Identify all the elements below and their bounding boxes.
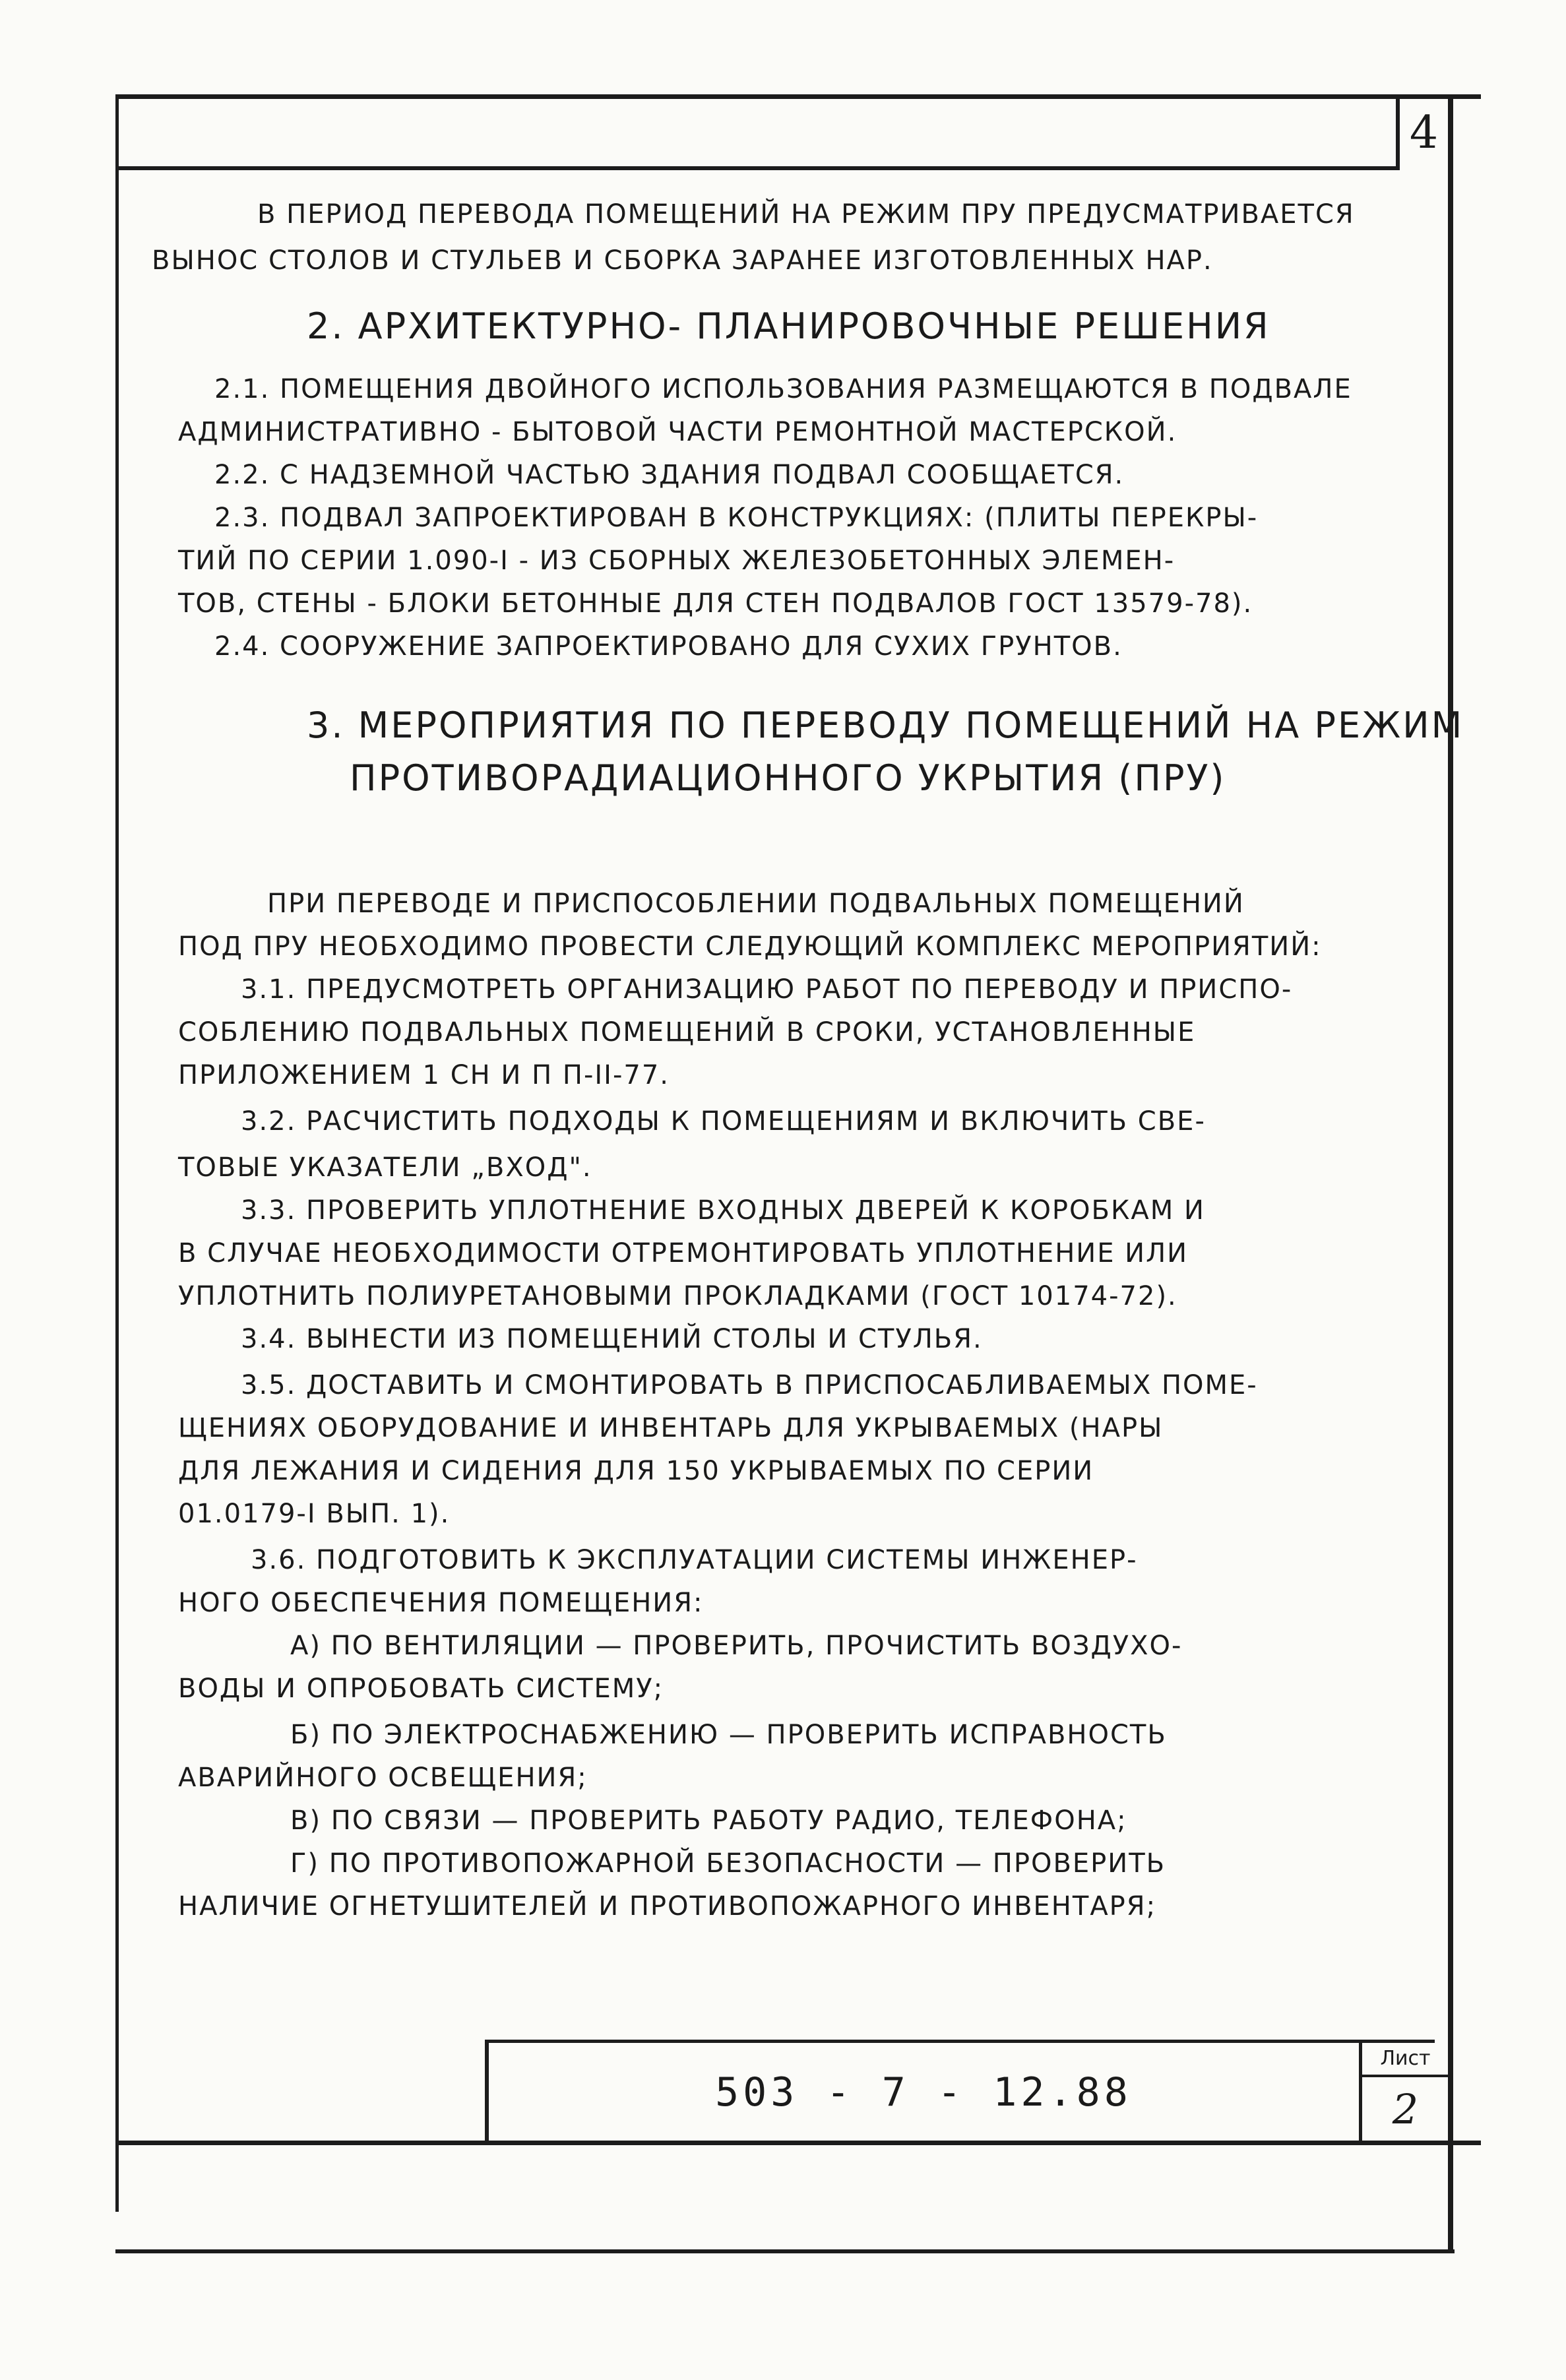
section-3-line: ПРИЛОЖЕНИЕМ 1 СН И П П-II-77. — [178, 1060, 670, 1090]
section-3-line: 3.1. ПРЕДУСМОТРЕТЬ ОРГАНИЗАЦИЮ РАБОТ ПО ПЕРЕВОДУ И ПРИСПО- — [241, 974, 1293, 1005]
section-2-line: 2.2. С НАДЗЕМНОЙ ЧАСТЬЮ ЗДАНИЯ ПОДВАЛ СООБЩАЕТСЯ. — [214, 460, 1125, 490]
frame-top-border — [115, 94, 1481, 99]
intro-line: ВЫНОС СТОЛОВ И СТУЛЬЕВ И СБОРКА ЗАРАНЕЕ ИЗГОТОВЛЕННЫХ НАР. — [152, 245, 1213, 276]
section-3-line: В СЛУЧАЕ НЕОБХОДИМОСТИ ОТРЕМОНТИРОВАТЬ УПЛОТНЕНИЕ ИЛИ — [178, 1238, 1189, 1268]
section-3-line: НАЛИЧИЕ ОГНЕТУШИТЕЛЕЙ И ПРОТИВОПОЖАРНОГО ИНВЕНТАРЯ; — [178, 1891, 1157, 1922]
section-3-line: ВОДЫ И ОПРОБОВАТЬ СИСТЕМУ; — [178, 1674, 664, 1704]
section-3-line: Б) ПО ЭЛЕКТРОСНАБЖЕНИЮ — ПРОВЕРИТЬ ИСПРАВНОСТЬ — [290, 1720, 1167, 1750]
section-3-line: АВАРИЙНОГО ОСВЕЩЕНИЯ; — [178, 1763, 588, 1793]
section-2-line: ТИЙ ПО СЕРИИ 1.090-I - ИЗ СБОРНЫХ ЖЕЛЕЗОБЕТОННЫХ ЭЛЕМЕН- — [178, 546, 1175, 576]
title-block-sheet-divider — [1359, 2075, 1448, 2077]
frame-right-border — [1448, 94, 1453, 2251]
document-code: 503 - 7 - 12.88 — [715, 2069, 1132, 2115]
section-3-line: ПРИ ПЕРЕВОДЕ И ПРИСПОСОБЛЕНИИ ПОДВАЛЬНЫХ ПОМЕЩЕНИЙ — [267, 889, 1245, 919]
frame-left-border — [115, 94, 119, 2212]
section-3-line: А) ПО ВЕНТИЛЯЦИИ — ПРОВЕРИТЬ, ПРОЧИСТИТЬ ВОЗДУХО- — [290, 1631, 1183, 1661]
section-2-line: 2.4. СООРУЖЕНИЕ ЗАПРОЕКТИРОВАНО ДЛЯ СУХИХ ГРУНТОВ. — [214, 631, 1123, 662]
title-block-divider — [1359, 2040, 1362, 2145]
section-3-line: 3.2. РАСЧИСТИТЬ ПОДХОДЫ К ПОМЕЩЕНИЯМ И ВКЛЮЧИТЬ СВЕ- — [241, 1106, 1206, 1137]
section-3-line: СОБЛЕНИЮ ПОДВАЛЬНЫХ ПОМЕЩЕНИЙ В СРОКИ, УСТАНОВЛЕННЫЕ — [178, 1017, 1196, 1048]
section-3-line: 01.0179-I ВЫП. 1). — [178, 1499, 451, 1529]
title-block-left-border — [485, 2040, 489, 2145]
section-3-line: 3.3. ПРОВЕРИТЬ УПЛОТНЕНИЕ ВХОДНЫХ ДВЕРЕЙ К КОРОБКАМ И — [241, 1195, 1205, 1226]
frame-outer-bottom-line — [115, 2249, 1455, 2253]
section-3-line: В) ПО СВЯЗИ — ПРОВЕРИТЬ РАБОТУ РАДИО, ТЕЛЕФОНА; — [290, 1805, 1127, 1836]
title-block-top-border — [485, 2040, 1435, 2043]
section-3-line: Г) ПО ПРОТИВОПОЖАРНОЙ БЕЗОПАСНОСТИ — ПРОВЕРИТЬ — [290, 1848, 1166, 1879]
section-3-line: ЩЕНИЯХ ОБОРУДОВАНИЕ И ИНВЕНТАРЬ ДЛЯ УКРЫВАЕМЫХ (НАРЫ — [178, 1413, 1164, 1443]
section-3-line: 3.4. ВЫНЕСТИ ИЗ ПОМЕЩЕНИЙ СТОЛЫ И СТУЛЬЯ. — [241, 1324, 983, 1354]
sheet-label: Лист — [1380, 2047, 1431, 2070]
section-3-line: НОГО ОБЕСПЕЧЕНИЯ ПОМЕЩЕНИЯ: — [178, 1588, 704, 1618]
section-2-title: 2. АРХИТЕКТУРНО- ПЛАНИРОВОЧНЫЕ РЕШЕНИЯ — [307, 305, 1270, 347]
section-2-line: ТОВ, СТЕНЫ - БЛОКИ БЕТОННЫЕ ДЛЯ СТЕН ПОДВАЛОВ ГОСТ 13579-78). — [178, 588, 1253, 619]
section-3-line: ПОД ПРУ НЕОБХОДИМО ПРОВЕСТИ СЛЕДУЮЩИЙ КОМПЛЕКС МЕРОПРИЯТИЙ: — [178, 931, 1322, 962]
frame-header-line — [115, 166, 1398, 170]
frame-bottom-border — [115, 2141, 1481, 2145]
intro-line: В ПЕРИОД ПЕРЕВОДА ПОМЕЩЕНИЙ НА РЕЖИМ ПРУ ПРЕДУСМАТРИВАЕТСЯ — [257, 199, 1355, 230]
page-number: 4 — [1409, 107, 1439, 159]
section-2-line: АДМИНИСТРАТИВНО - БЫТОВОЙ ЧАСТИ РЕМОНТНОЙ МАСТЕРСКОЙ. — [178, 417, 1177, 447]
section-3-line: ТОВЫЕ УКАЗАТЕЛИ „ВХОД". — [178, 1152, 592, 1183]
section-3-line: 3.6. ПОДГОТОВИТЬ К ЭКСПЛУАТАЦИИ СИСТЕМЫ ИНЖЕНЕР- — [251, 1545, 1138, 1575]
sheet-number: 2 — [1392, 2085, 1419, 2133]
section-3-line: ДЛЯ ЛЕЖАНИЯ И СИДЕНИЯ ДЛЯ 150 УКРЫВАЕМЫХ ПО СЕРИИ — [178, 1456, 1094, 1486]
section-3-title: 3. МЕРОПРИЯТИЯ ПО ПЕРЕВОДУ ПОМЕЩЕНИЙ НА РЕЖИМ — [307, 705, 1464, 746]
section-2-line: 2.3. ПОДВАЛ ЗАПРОЕКТИРОВАН В КОНСТРУКЦИЯХ: (ПЛИТЫ ПЕРЕКРЫ- — [214, 503, 1259, 533]
section-3-line: 3.5. ДОСТАВИТЬ И СМОНТИРОВАТЬ В ПРИСПОСАБЛИВАЕМЫХ ПОМЕ- — [241, 1370, 1258, 1400]
section-3-line: УПЛОТНИТЬ ПОЛИУРЕТАНОВЫМИ ПРОКЛАДКАМИ (ГОСТ 10174-72). — [178, 1281, 1177, 1311]
section-3-title: ПРОТИВОРАДИАЦИОННОГО УКРЫТИЯ (ПРУ) — [350, 757, 1226, 799]
section-2-line: 2.1. ПОМЕЩЕНИЯ ДВОЙНОГО ИСПОЛЬЗОВАНИЯ РАЗМЕЩАЮТСЯ В ПОДВАЛЕ — [214, 374, 1352, 404]
